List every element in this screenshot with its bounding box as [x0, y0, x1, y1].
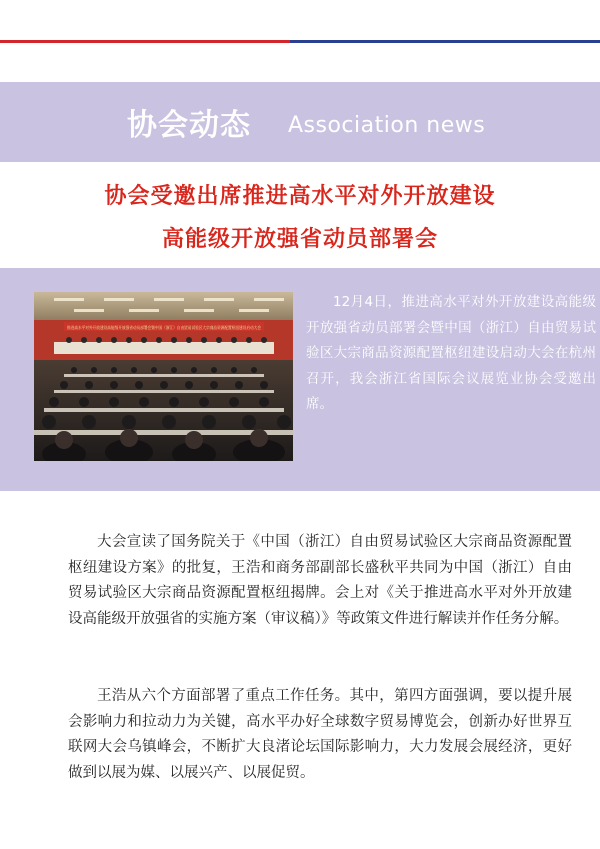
section-title-cn: 协会动态 — [127, 108, 251, 143]
conference-photo — [34, 292, 293, 461]
top-accent-bar-red — [0, 40, 290, 43]
body-paragraph-1: 大会宣读了国务院关于《中国（浙江）自由贸易试验区大宗商品资源配置枢纽建设方案》的批复，王浩和商务部副部长盛秋平共同为中国（浙江）自由贸易试验区大宗商品资源配置枢纽揭牌。会上对《关于推进高水平对外开放建设高能级开放强省的实施方案（审议稿）》等政策文件进行解读并作任务分解。 — [68, 534, 572, 627]
headline-line-1: 协会受邀出席推进高水平对外开放建设 — [104, 184, 496, 209]
lead-paragraph: 12月4日，推进高水平对外开放建设高能级开放强省动员部署会暨中国（浙江）自由贸易试验区大宗商品资源配置枢纽建设启动大会在杭州召开，我会浙江省国际会议展览业协会受邀出席。 — [306, 294, 596, 412]
photo-banner-text: 推进高水平对外开放建设高能级开放强省动员部署会暨中国（浙江）自由贸易试验区大宗商品资源配置枢纽建设启动大会 — [67, 325, 279, 330]
headline-line-2: 高能级开放强省动员部署会 — [161, 227, 438, 252]
top-accent-bar-blue — [290, 40, 600, 43]
section-title-en: Association news — [288, 113, 486, 138]
body-paragraph-2: 王浩从六个方面部署了重点工作任务。其中，第四方面强调，要以提升展会影响力和拉动力为关键，高水平办好全球数字贸易博览会，创新办好世界互联网大会乌镇峰会，不断扩大良渚论坛国际影响力，大力发展会展经济，更好做到以展为媒、以展兴产、以展促贸。 — [68, 688, 572, 781]
